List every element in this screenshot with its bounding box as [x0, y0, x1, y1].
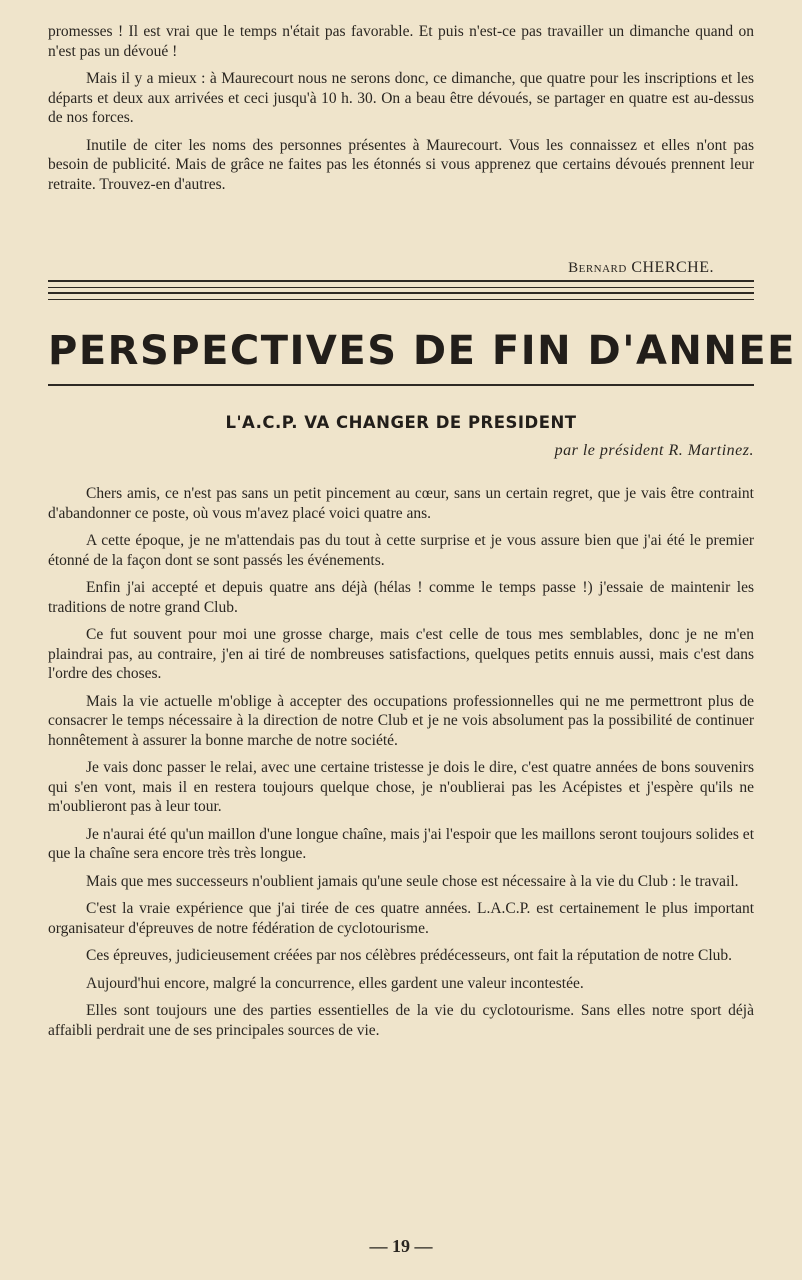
headline-underline — [48, 384, 754, 386]
section-divider — [48, 280, 754, 288]
section-divider — [48, 292, 754, 300]
body-paragraph: promesses ! Il est vrai que le temps n'était pas favorable. Et puis n'est-ce pas travailler un dimanche quand on n'est pas un dévoué ! — [48, 23, 754, 60]
article-body — [48, 484, 754, 1040]
body-paragraph: Enfin j'ai accepté et depuis quatre ans déjà (hélas ! comme le temps passe !) j'essaie de maintenir les traditions de notre grand Club. — [48, 579, 754, 616]
article-headline: PERSPECTIVES DE FIN D'ANNEE — [48, 328, 796, 374]
previous-article-tail — [48, 22, 754, 194]
body-paragraph: Inutile de citer les noms des personnes présentes à Maurecourt. Vous les connaissez et elles n'ont pas besoin de publicité. Mais de grâce ne faites pas les étonnés si vous apprenez que certains dévoués prennent leur retraite. Trouvez-en d'autres. — [48, 136, 754, 193]
body-paragraph: C'est la vraie expérience que j'ai tirée de ces quatre années. L.A.C.P. est certainement le plus important organisateur d'épreuves de notre fédération de cyclotourisme. — [48, 900, 754, 937]
body-paragraph: Chers amis, ce n'est pas sans un petit pincement au cœur, sans un certain regret, que je vais être contraint d'abandonner ce poste, où vous m'avez placé voici quatre ans. — [48, 485, 754, 522]
body-paragraph: A cette époque, je ne m'attendais pas du tout à cette surprise et je vous assure bien que j'ai été le premier étonné de la façon dont se sont passés les événements. — [48, 532, 754, 569]
body-paragraph: Elles sont toujours une des parties essentielles de la vie du cyclotourisme. Sans elles notre sport déjà affaibli perdrait une de ses principales sources de vie. — [48, 1002, 754, 1039]
author-last-name: CHERCHE. — [631, 259, 714, 276]
body-paragraph: Je vais donc passer le relai, avec une certaine tristesse je dois le dire, c'est quatre années de bons souvenirs qui s'en vont, mais il en restera toujours quelque chose, je n'oublierai pas les Acépistes et j'espère qu'ils ne m'oublieront pas à leur tour. — [48, 759, 754, 815]
body-paragraph: Mais que mes successeurs n'oublient jamais qu'une seule chose est nécessaire à la vie du Club : le travail. — [86, 872, 739, 890]
body-paragraph: Mais il y a mieux : à Maurecourt nous ne serons donc, ce dimanche, que quatre pour les inscriptions et les départs et deux aux arrivées et ceci jusqu'à 10 h. 30. On a beau être dévoués, se partager en quatre est au-dessus de nos forces. — [48, 70, 754, 126]
body-paragraph: Je n'aurai été qu'un maillon d'une longue chaîne, mais j'ai l'espoir que les maillons seront toujours solides et que la chaîne sera encore très très longue. — [48, 825, 754, 862]
body-paragraph: Aujourd'hui encore, malgré la concurrence, elles gardent une valeur incontestée. — [86, 974, 584, 992]
article-subheadline: L'A.C.P. VA CHANGER DE PRESIDENT — [225, 413, 577, 432]
author-first-name: Bernard — [568, 260, 627, 276]
body-paragraph: Mais la vie actuelle m'oblige à accepter des occupations professionnelles qui ne me permettront plus de consacrer le temps nécessaire à la direction de notre Club et je ne vois absolument pas la possibilité de continuer honnêtement à assurer la bonne marche de notre société. — [48, 692, 754, 749]
body-paragraph: Ce fut souvent pour moi une grosse charge, mais c'est celle de tous mes semblables, donc je ne m'en plaindrai pas, au contraire, j'en ai tiré de nombreuses satisfactions, quelques petits ennuis aussi, mais c'est dans l'ordre des choses. — [48, 626, 754, 682]
page-number: — 19 — — [369, 1236, 433, 1256]
author-signature — [48, 259, 714, 277]
article-byline: par le président R. Martinez. — [554, 442, 754, 459]
body-paragraph: Ces épreuves, judicieusement créées par nos célèbres prédécesseurs, ont fait la réputation de notre Club. — [86, 947, 733, 964]
